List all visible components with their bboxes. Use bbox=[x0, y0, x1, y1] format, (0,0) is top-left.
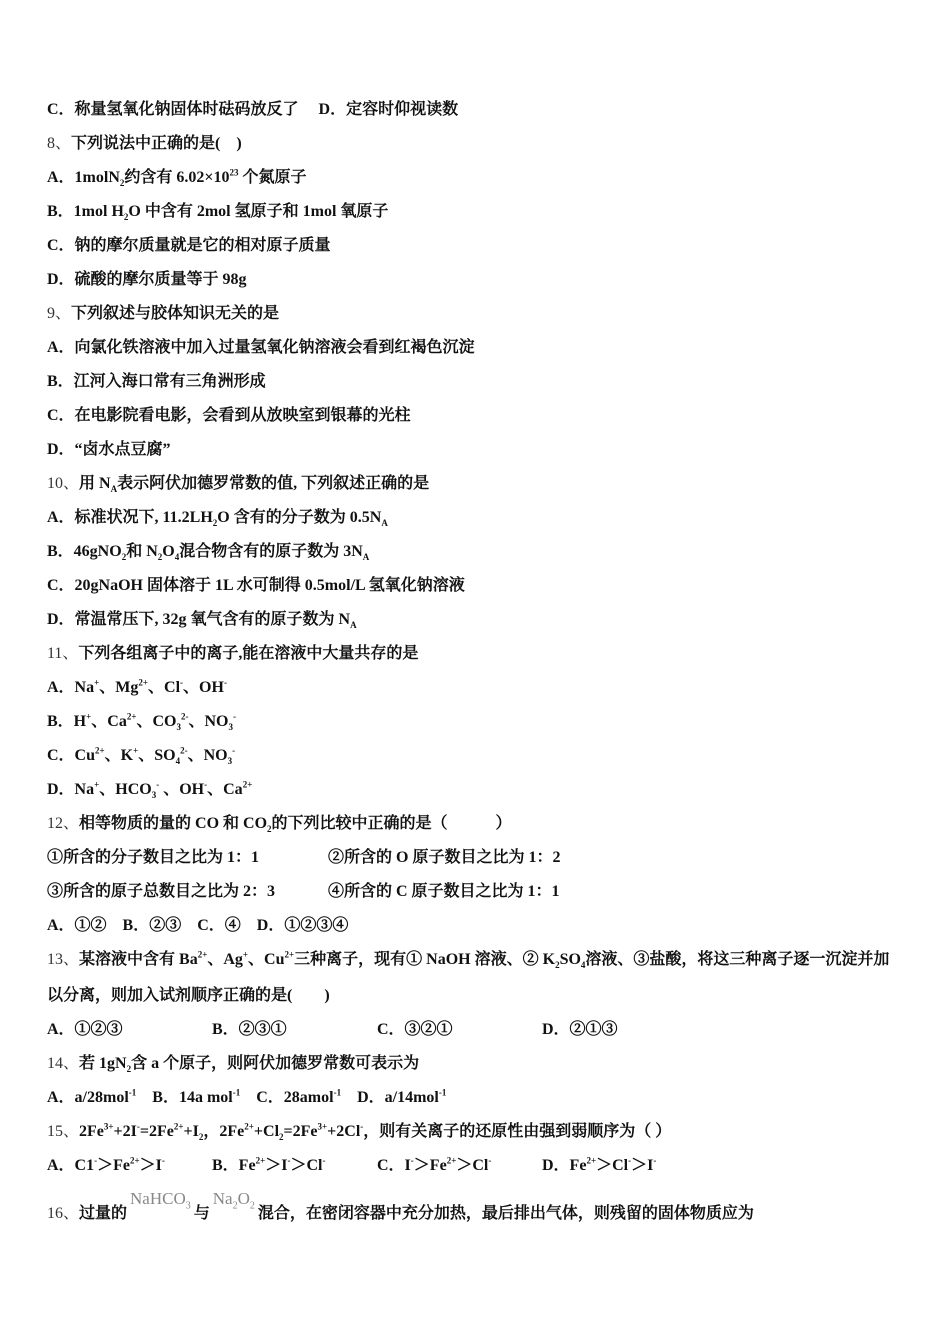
text-segment: - bbox=[410, 1155, 414, 1166]
text-segment: + bbox=[242, 949, 249, 960]
text-column bbox=[47, 986, 330, 1006]
text-segment: 4 bbox=[580, 960, 586, 971]
text-segment: A．1molN bbox=[47, 169, 120, 186]
text-segment: 2+ bbox=[284, 949, 295, 960]
text-segment: A．①② B．②③ C．④ D．①②③④ bbox=[47, 917, 349, 934]
text-segment: 2- bbox=[180, 711, 189, 722]
text-segment: 、Ca bbox=[207, 781, 243, 798]
text-line bbox=[47, 542, 369, 562]
text-segment: + bbox=[94, 779, 100, 790]
text-line bbox=[47, 474, 429, 494]
text-line bbox=[47, 1088, 446, 1108]
text-segment: 4 bbox=[175, 756, 181, 767]
text-column bbox=[47, 882, 328, 902]
question-number: 10、 bbox=[47, 475, 80, 492]
text-line bbox=[47, 814, 512, 834]
text-segment: 、CO bbox=[136, 713, 177, 730]
text-segment: 、OH bbox=[183, 679, 224, 696]
text-segment: 和 N bbox=[126, 543, 158, 560]
text-segment: C．Cu bbox=[47, 747, 96, 764]
text-segment: 、HCO bbox=[99, 781, 152, 798]
text-line bbox=[47, 848, 609, 868]
text-segment: A．C1 bbox=[47, 1157, 95, 1174]
text-segment: 、Ag bbox=[207, 951, 243, 968]
text-segment: ③所含的原子总数目之比为 2：3 bbox=[47, 883, 276, 900]
text-segment: 3+ bbox=[317, 1121, 328, 1132]
text-segment: 2 bbox=[279, 1132, 284, 1143]
text-column bbox=[47, 644, 418, 664]
text-line bbox=[47, 304, 279, 324]
text-segment: 个氮原子 bbox=[238, 169, 307, 186]
text-segment: ＞I bbox=[631, 1157, 654, 1174]
text-segment: ，2Fe bbox=[203, 1123, 245, 1140]
text-segment: - bbox=[488, 1155, 492, 1166]
text-segment: - bbox=[360, 1121, 364, 1132]
text-segment: 3 bbox=[176, 722, 181, 733]
text-segment: - bbox=[322, 1155, 326, 1166]
text-segment: 3 bbox=[151, 790, 157, 801]
text-segment: SO bbox=[559, 951, 581, 968]
text-segment: +2Cl bbox=[327, 1123, 361, 1140]
text-segment: -1 bbox=[333, 1087, 342, 1098]
text-segment: A．标准状况下, 11.2LH bbox=[47, 509, 213, 526]
text-segment: 的下列比较中正确的是（ ） bbox=[271, 815, 512, 832]
question-number: 16、 bbox=[47, 1205, 80, 1222]
text-line bbox=[47, 270, 247, 290]
text-segment: - bbox=[204, 779, 208, 790]
text-column bbox=[47, 576, 465, 596]
text-segment: B．江河入海口常有三角洲形成 bbox=[47, 373, 266, 390]
text-column bbox=[47, 1088, 446, 1108]
text-segment: =2Fe bbox=[139, 1123, 174, 1140]
text-segment: 、Ca bbox=[91, 713, 127, 730]
text-column bbox=[47, 848, 328, 868]
text-line bbox=[47, 338, 475, 358]
text-column bbox=[47, 678, 227, 698]
text-column bbox=[47, 236, 331, 256]
text-segment: -1 bbox=[232, 1087, 241, 1098]
text-column bbox=[47, 168, 307, 188]
question-number: 14、 bbox=[47, 1055, 80, 1072]
text-line bbox=[47, 1122, 671, 1142]
text-segment: 溶液、③盐酸，将这三种离子逐一沉淀并加 bbox=[585, 951, 890, 968]
text-segment: 含 a 个原子，则阿伏加德罗常数可表示为 bbox=[131, 1055, 420, 1072]
text-segment: 2Fe bbox=[79, 1123, 104, 1140]
text-segment: 2+ bbox=[446, 1155, 457, 1166]
text-segment: O 中含有 2mol 氢原子和 1mol 氧原子 bbox=[128, 203, 389, 220]
text-column bbox=[542, 1020, 707, 1040]
text-segment: 2 bbox=[212, 518, 218, 529]
text-line bbox=[47, 372, 266, 392]
text-segment: +I bbox=[183, 1123, 199, 1140]
text-column bbox=[47, 134, 242, 154]
text-line bbox=[47, 986, 330, 1006]
text-column bbox=[47, 406, 411, 426]
text-segment: 4 bbox=[174, 552, 180, 563]
text-segment: ＞Cl bbox=[456, 1157, 489, 1174]
text-segment: 23 bbox=[229, 167, 239, 178]
text-segment: 2 bbox=[126, 1064, 132, 1075]
text-line bbox=[47, 1156, 707, 1176]
text-segment: - bbox=[156, 779, 160, 790]
text-segment: 2 bbox=[119, 178, 125, 189]
text-segment: - bbox=[287, 1155, 291, 1166]
text-segment: ＞I bbox=[265, 1157, 288, 1174]
formula-image: NaHCO$_3$ bbox=[130, 1189, 191, 1212]
text-segment: C．③②① bbox=[377, 1021, 453, 1038]
text-column bbox=[328, 882, 609, 902]
text-segment: 、NO bbox=[188, 713, 229, 730]
text-line bbox=[47, 134, 242, 154]
text-column bbox=[47, 270, 247, 290]
text-column bbox=[47, 814, 512, 834]
text-column bbox=[377, 1020, 542, 1040]
text-segment: ＞Fe bbox=[413, 1157, 447, 1174]
text-segment: 以分离，则加入试剂顺序正确的是( ) bbox=[47, 987, 330, 1004]
text-segment: A．Na bbox=[47, 679, 95, 696]
text-segment: 2+ bbox=[126, 711, 137, 722]
text-segment: 2 bbox=[123, 212, 129, 223]
text-segment: 用 N bbox=[79, 475, 111, 492]
text-column bbox=[377, 1156, 542, 1176]
text-segment: 2 bbox=[555, 960, 560, 971]
text-column bbox=[47, 712, 236, 732]
text-segment: D．硫酸的摩尔质量等于 98g bbox=[47, 271, 247, 288]
text-segment: A bbox=[362, 552, 370, 563]
text-segment: B．46gNO bbox=[47, 543, 122, 560]
text-segment: 三种离子，现有① NaOH 溶液、② K bbox=[294, 951, 556, 968]
text-line bbox=[47, 644, 418, 664]
text-column bbox=[47, 950, 889, 970]
text-segment: C．称量氢氧化钠固体时砝码放反了 D．定容时仰视读数 bbox=[47, 101, 459, 118]
text-segment: 2+ bbox=[586, 1155, 597, 1166]
text-segment: 2 bbox=[121, 552, 127, 563]
text-segment: B．②③① bbox=[212, 1021, 287, 1038]
text-segment: - bbox=[223, 677, 227, 688]
text-segment: 2+ bbox=[138, 677, 149, 688]
text-segment: - bbox=[136, 1121, 140, 1132]
text-column bbox=[47, 474, 429, 494]
text-column bbox=[47, 338, 475, 358]
text-line bbox=[47, 916, 348, 936]
text-line bbox=[47, 1054, 419, 1074]
text-segment: 2 bbox=[198, 1132, 204, 1143]
text-segment: 、Cu bbox=[248, 951, 285, 968]
text-segment: 、K bbox=[104, 747, 134, 764]
text-segment: A bbox=[350, 620, 357, 631]
text-segment: 表示阿伏加德罗常数的值, 下列叙述正确的是 bbox=[117, 475, 430, 492]
text-column bbox=[47, 372, 266, 392]
text-column bbox=[47, 780, 252, 800]
text-segment: D．②①③ bbox=[542, 1021, 618, 1038]
text-column bbox=[47, 1156, 212, 1176]
text-segment: A bbox=[110, 484, 118, 495]
text-segment: ＞I bbox=[139, 1157, 162, 1174]
question-number: 13、 bbox=[47, 951, 80, 968]
text-line bbox=[47, 1020, 707, 1040]
text-column bbox=[47, 746, 235, 766]
text-segment: 、SO bbox=[138, 747, 176, 764]
text-segment: 混合物含有的原子数为 3N bbox=[179, 543, 363, 560]
text-segment: ＞Fe bbox=[97, 1157, 131, 1174]
question-number: 11、 bbox=[47, 645, 79, 662]
text-segment: 约含有 6.02×10 bbox=[124, 169, 230, 186]
text-line bbox=[47, 576, 465, 596]
text-segment: B．Fe bbox=[212, 1157, 256, 1174]
text-segment: A．①②③ bbox=[47, 1021, 123, 1038]
text-segment: A．a/28mol bbox=[47, 1089, 129, 1106]
text-column bbox=[47, 304, 279, 324]
text-segment: ④所含的 C 原子数目之比为 1：1 bbox=[328, 883, 560, 900]
formula-image: $Na_2O_2$ bbox=[212, 1189, 255, 1212]
text-segment: + bbox=[133, 745, 139, 756]
text-line bbox=[47, 440, 171, 460]
text-line bbox=[47, 882, 609, 902]
text-column bbox=[47, 610, 357, 630]
text-segment: ①所含的分子数目之比为 1：1 bbox=[47, 849, 260, 866]
text-segment: D．“卤水点豆腐” bbox=[47, 441, 171, 458]
text-segment: O bbox=[162, 543, 175, 560]
text-segment: + bbox=[94, 677, 100, 688]
text-column bbox=[47, 1054, 419, 1074]
text-segment: ＞Cl bbox=[596, 1157, 629, 1174]
text-segment: 下列说法中正确的是( ) bbox=[71, 135, 242, 152]
question-number: 12、 bbox=[47, 815, 80, 832]
text-segment: 3 bbox=[228, 722, 233, 733]
text-segment: - bbox=[628, 1155, 632, 1166]
text-segment: 2+ bbox=[130, 1155, 140, 1166]
text-segment: 某溶液中含有 Ba bbox=[79, 951, 198, 968]
text-segment: - bbox=[232, 745, 236, 756]
text-segment: ，则有关离子的还原性由强到弱顺序为（ ） bbox=[363, 1123, 672, 1140]
question-number: 15、 bbox=[47, 1123, 80, 1140]
text-segment: C．在电影院看电影，会看到从放映室到银幕的光柱 bbox=[47, 407, 411, 424]
text-segment: 2- bbox=[180, 745, 188, 756]
text-line bbox=[47, 202, 388, 222]
text-column bbox=[47, 508, 388, 528]
text-segment: 2 bbox=[157, 552, 163, 563]
text-segment: 3 bbox=[227, 756, 233, 767]
text-line bbox=[47, 712, 236, 732]
text-segment: B．1mol H bbox=[47, 203, 124, 220]
text-segment: 与 bbox=[193, 1205, 210, 1222]
text-segment: D．常温常压下, 32g 氧气含有的原子数为 N bbox=[47, 611, 351, 628]
text-segment: 2+ bbox=[242, 779, 253, 790]
text-segment: + bbox=[86, 711, 92, 722]
text-segment: B．H bbox=[47, 713, 87, 730]
text-segment: 相等物质的量的 CO 和 CO bbox=[79, 815, 268, 832]
text-segment: -1 bbox=[128, 1087, 137, 1098]
text-segment: ＞Cl bbox=[290, 1157, 323, 1174]
text-segment: 2 bbox=[267, 824, 272, 835]
text-line bbox=[47, 746, 235, 766]
text-line bbox=[47, 610, 357, 630]
text-segment: A．向氯化铁溶液中加入过量氢氧化钠溶液会看到红褐色沉淀 bbox=[47, 339, 475, 356]
text-segment: +Cl bbox=[253, 1123, 280, 1140]
text-column bbox=[47, 202, 388, 222]
text-segment: -1 bbox=[438, 1087, 447, 1098]
text-segment: - bbox=[161, 1155, 165, 1166]
text-line bbox=[47, 168, 307, 188]
text-column bbox=[212, 1156, 377, 1176]
text-line bbox=[47, 678, 227, 698]
text-line bbox=[47, 1189, 754, 1224]
text-column bbox=[47, 1189, 754, 1224]
text-line bbox=[47, 100, 458, 120]
text-segment: 2+ bbox=[197, 949, 208, 960]
text-segment: - bbox=[233, 711, 236, 722]
text-column bbox=[328, 848, 609, 868]
text-segment: 2+ bbox=[173, 1121, 184, 1132]
text-segment: D．Na bbox=[47, 781, 95, 798]
text-column bbox=[47, 1020, 212, 1040]
text-line bbox=[47, 780, 252, 800]
text-segment: 2+ bbox=[255, 1155, 266, 1166]
text-segment: 、OH bbox=[159, 781, 205, 798]
text-segment: 3+ bbox=[103, 1121, 114, 1132]
text-segment: C．I bbox=[377, 1157, 411, 1174]
text-segment: C．20gNaOH 固体溶于 1L 水可制得 0.5mol/L 氢氧化钠溶液 bbox=[47, 577, 465, 594]
text-segment: - bbox=[180, 677, 184, 688]
text-segment: D．Fe bbox=[542, 1157, 587, 1174]
text-column bbox=[47, 440, 171, 460]
question-number: 9、 bbox=[47, 305, 72, 322]
text-column bbox=[47, 100, 458, 120]
text-segment: 、NO bbox=[187, 747, 228, 764]
text-segment: 混合，在密闭容器中充分加热，最后排出气体，则残留的固体物质应为 bbox=[257, 1205, 754, 1222]
text-column bbox=[542, 1156, 707, 1176]
text-segment: ②所含的 O 原子数目之比为 1：2 bbox=[328, 849, 561, 866]
text-segment: - bbox=[94, 1155, 98, 1166]
text-segment: A bbox=[381, 518, 388, 529]
question-number: 8、 bbox=[47, 135, 72, 152]
text-segment: B．14a mol bbox=[136, 1089, 233, 1106]
text-column bbox=[212, 1020, 377, 1040]
text-line bbox=[47, 406, 411, 426]
text-segment: 2+ bbox=[95, 745, 105, 756]
text-line bbox=[47, 950, 889, 970]
text-line bbox=[47, 236, 331, 256]
text-segment: 下列各组离子中的离子,能在溶液中大量共存的是 bbox=[78, 645, 419, 662]
text-segment: 若 1gN bbox=[79, 1055, 127, 1072]
text-segment: 、Mg bbox=[99, 679, 139, 696]
text-column bbox=[47, 542, 369, 562]
text-segment: 过量的 bbox=[79, 1205, 128, 1222]
text-segment: C．28amol bbox=[240, 1089, 334, 1106]
text-column bbox=[47, 916, 348, 936]
text-segment: 下列叙述与胶体知识无关的是 bbox=[71, 305, 280, 322]
text-segment: C．钠的摩尔质量就是它的相对原子质量 bbox=[47, 237, 331, 254]
text-column bbox=[47, 1122, 671, 1142]
text-segment: D．a/14mol bbox=[341, 1089, 439, 1106]
text-segment: 2+ bbox=[244, 1121, 254, 1132]
text-line bbox=[47, 508, 388, 528]
text-segment: +2I bbox=[113, 1123, 137, 1140]
text-segment: O 含有的分子数为 0.5N bbox=[217, 509, 382, 526]
text-segment: - bbox=[653, 1155, 657, 1166]
text-segment: 、Cl bbox=[148, 679, 181, 696]
text-segment: =2Fe bbox=[283, 1123, 318, 1140]
